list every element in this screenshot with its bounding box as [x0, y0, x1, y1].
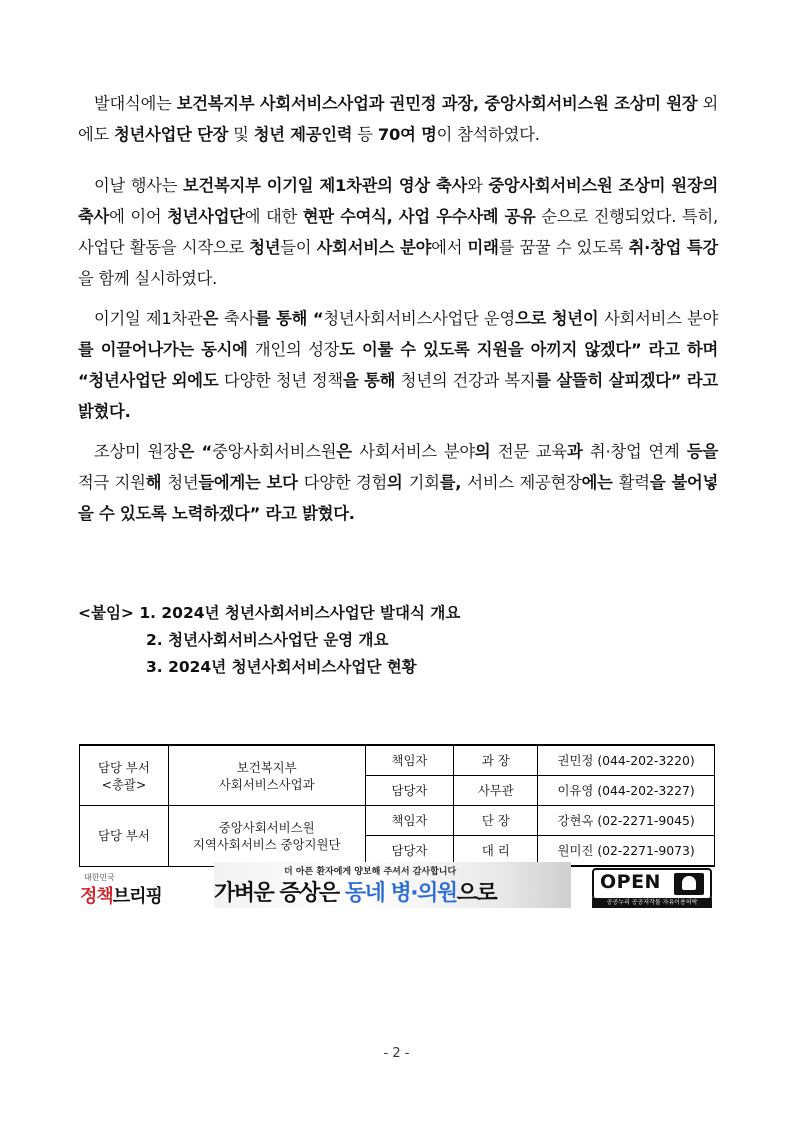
banner-headline	[214, 876, 496, 907]
attachment-item-2: 2. 청년사회서비스사업단 운영 개요	[146, 631, 389, 649]
body-text: 활력	[618, 473, 650, 492]
dept-label-sub: <총괄>	[101, 776, 147, 792]
body-text: 외에도	[78, 94, 718, 144]
emphasis-text: 은	[202, 309, 224, 328]
emphasis-text: 취·창업 특강	[628, 238, 718, 257]
emphasis-text: 을 통해	[342, 371, 401, 390]
emphasis-text: 청년사업단	[167, 207, 245, 226]
emphasis-text: 은	[336, 442, 360, 461]
body-text: 전문 교육	[497, 442, 567, 461]
body-text: 을 함께 실시하였다.	[78, 269, 218, 288]
attachment-item-1	[78, 600, 460, 626]
emphasis-text: 등을	[679, 442, 718, 461]
emphasis-text: 를 살뜰히 살피겠다” 라고 밝혔다.	[78, 371, 718, 421]
emphasis-text: 사회서비스 분야	[316, 238, 432, 257]
body-text: 다양한 경험	[303, 473, 388, 492]
emphasis-text: 에는	[581, 473, 619, 492]
body-text: 를 꿈꿀 수 있도록	[498, 238, 629, 257]
dept-division: 사회서비스사업과	[218, 776, 315, 792]
kogl-open-logo	[592, 868, 710, 908]
title-cell: 사무관	[454, 776, 538, 806]
paragraph-director-remarks	[78, 436, 718, 529]
dept-label-cell	[80, 745, 169, 806]
banner-headline-part1: 가벼운 증상은	[214, 881, 345, 906]
title-cell: 단 장	[454, 806, 538, 836]
contact-table	[79, 744, 715, 867]
body-text: 적극 지원	[78, 473, 146, 492]
attachment-label: <붙임>	[78, 604, 134, 622]
emphasis-text: 현판 수여식, 사업 우수사례 공유	[302, 207, 536, 226]
attribution-icon	[674, 873, 704, 895]
body-text: 취·창업 연계	[589, 442, 680, 461]
paragraph-event-program	[78, 170, 718, 294]
body-text: 와	[467, 176, 489, 195]
dept-name-cell	[168, 745, 365, 806]
contact-cell: 강현옥 (02-2271-9045)	[538, 806, 715, 836]
emphasis-text: 들에게는 보다	[198, 473, 304, 492]
emphasis-text: 를,	[439, 473, 468, 492]
policy-briefing-logo	[78, 872, 170, 908]
body-text: 서비스 제공현장	[467, 473, 582, 492]
open-logo-box	[592, 868, 712, 900]
open-logo-caption: 공공누리 공공저작물 자유이용허락	[592, 898, 712, 908]
policy-logo-rest-text: 브리핑	[112, 886, 162, 907]
table-row	[80, 745, 715, 776]
body-text: 사회서비스 분야	[359, 442, 475, 461]
body-text: 청년사회서비스사업단 운영	[323, 309, 515, 328]
emphasis-text: 의	[387, 473, 409, 492]
body-text: 개인의 성장	[254, 340, 340, 359]
body-text: 조상미 원장	[94, 442, 179, 461]
role-cell: 책임자	[365, 745, 454, 776]
role-cell: 책임자	[365, 806, 454, 836]
contact-cell: 원미진 (02-2271-9073)	[538, 836, 715, 867]
campaign-banner	[214, 862, 571, 908]
emphasis-text: 으로 청년이	[514, 309, 605, 328]
emphasis-text: 를 이끌어나가는 동시에	[78, 340, 255, 359]
emphasis-text: 보건복지부 사회서비스사업과 권민정 과장, 중앙사회서비스원 조상미 원장	[176, 94, 698, 113]
body-text: 이기일 제1차관	[94, 309, 203, 328]
dept-name: 보건복지부	[236, 759, 297, 775]
emphasis-text: 청년사업단 단장	[114, 125, 229, 144]
body-text: 청년의 건강과 복지	[400, 371, 536, 390]
emphasis-text: 70여 명	[377, 125, 437, 144]
paragraph-attendees	[78, 88, 718, 150]
banner-headline-highlight: 동네 병·의원	[344, 881, 457, 906]
paragraph-vice-minister-remarks	[78, 303, 718, 427]
emphasis-text: 을 불어넣을 수 있도록 노력하겠다” 라고 밝혔다.	[78, 473, 719, 523]
emphasis-text: 의	[474, 442, 498, 461]
title-cell: 과 장	[454, 745, 538, 776]
emphasis-text: 를 통해 “	[254, 309, 324, 328]
body-text: 들이	[280, 238, 317, 257]
body-text: 순으로 진행되었다. 특히, 사업단 활동을 시작으로	[78, 207, 718, 257]
attachment-item-1-text: 1. 2024년 청년사회서비스사업단 발대식 개요	[139, 604, 461, 622]
emphasis-text: 중앙사회서비스원 조상미 원장의 축사	[78, 176, 718, 226]
dept-name: 중앙사회서비스원	[218, 819, 315, 835]
dept-label-cell: 담당 부서	[80, 806, 169, 867]
policy-logo-text	[80, 882, 162, 908]
body-text: 및	[228, 125, 254, 144]
emphasis-text: 청년	[249, 238, 281, 257]
body-text: 에 대한	[244, 207, 303, 226]
body-text: 중앙사회서비스원	[212, 442, 337, 461]
role-cell: 담당자	[365, 776, 454, 806]
contact-cell: 이유영 (044-202-3227)	[538, 776, 715, 806]
banner-headline-part3: 으로	[456, 881, 497, 906]
dept-division: 지역사회서비스 중앙지원단	[192, 836, 341, 852]
open-logo-word: OPEN	[600, 871, 661, 893]
attachment-item-3: 3. 2024년 청년사회서비스사업단 현황	[146, 658, 417, 676]
dept-label: 담당 부서	[98, 759, 150, 775]
body-text: 이날 행사는	[94, 176, 183, 195]
emphasis-text: 보건복지부 이기일 제1차관의 영상 축사	[182, 176, 468, 195]
emphasis-text: 도 이룰 수 있도록 지원을 아끼지 않겠다” 라고 하며 “청년사업단 외에도	[78, 340, 718, 390]
body-text: 이 참석하였다.	[436, 125, 540, 144]
body-text: 기회	[408, 473, 440, 492]
body-text: 사회서비스 분야	[604, 309, 719, 328]
page-number: - 2 -	[383, 1046, 410, 1061]
contact-cell: 권민정 (044-202-3220)	[538, 745, 715, 776]
emphasis-text: 청년 제공인력	[253, 125, 353, 144]
title-cell: 대 리	[454, 836, 538, 867]
role-cell: 담당자	[365, 836, 454, 867]
emphasis-text: 과	[566, 442, 590, 461]
body-text: 에 이어	[109, 207, 168, 226]
emphasis-text: 해	[145, 473, 168, 492]
banner-subtitle: 더 아픈 환자에게 양보해 주셔서 감사합니다	[284, 867, 457, 877]
policy-logo-red-text: 정책	[80, 886, 113, 907]
body-text: 다양한 청년 정책	[223, 371, 343, 390]
table-row	[80, 806, 715, 836]
body-text: 축사	[223, 309, 255, 328]
emphasis-text: 은 “	[178, 442, 213, 461]
policy-logo-small-text: 대한민국	[84, 873, 115, 882]
body-text: 청년	[167, 473, 199, 492]
body-text: 등	[352, 125, 378, 144]
body-text: 발대식에는	[94, 94, 177, 113]
dept-name-cell	[168, 806, 365, 867]
emphasis-text: 미래	[467, 238, 499, 257]
body-text: 에서	[431, 238, 468, 257]
